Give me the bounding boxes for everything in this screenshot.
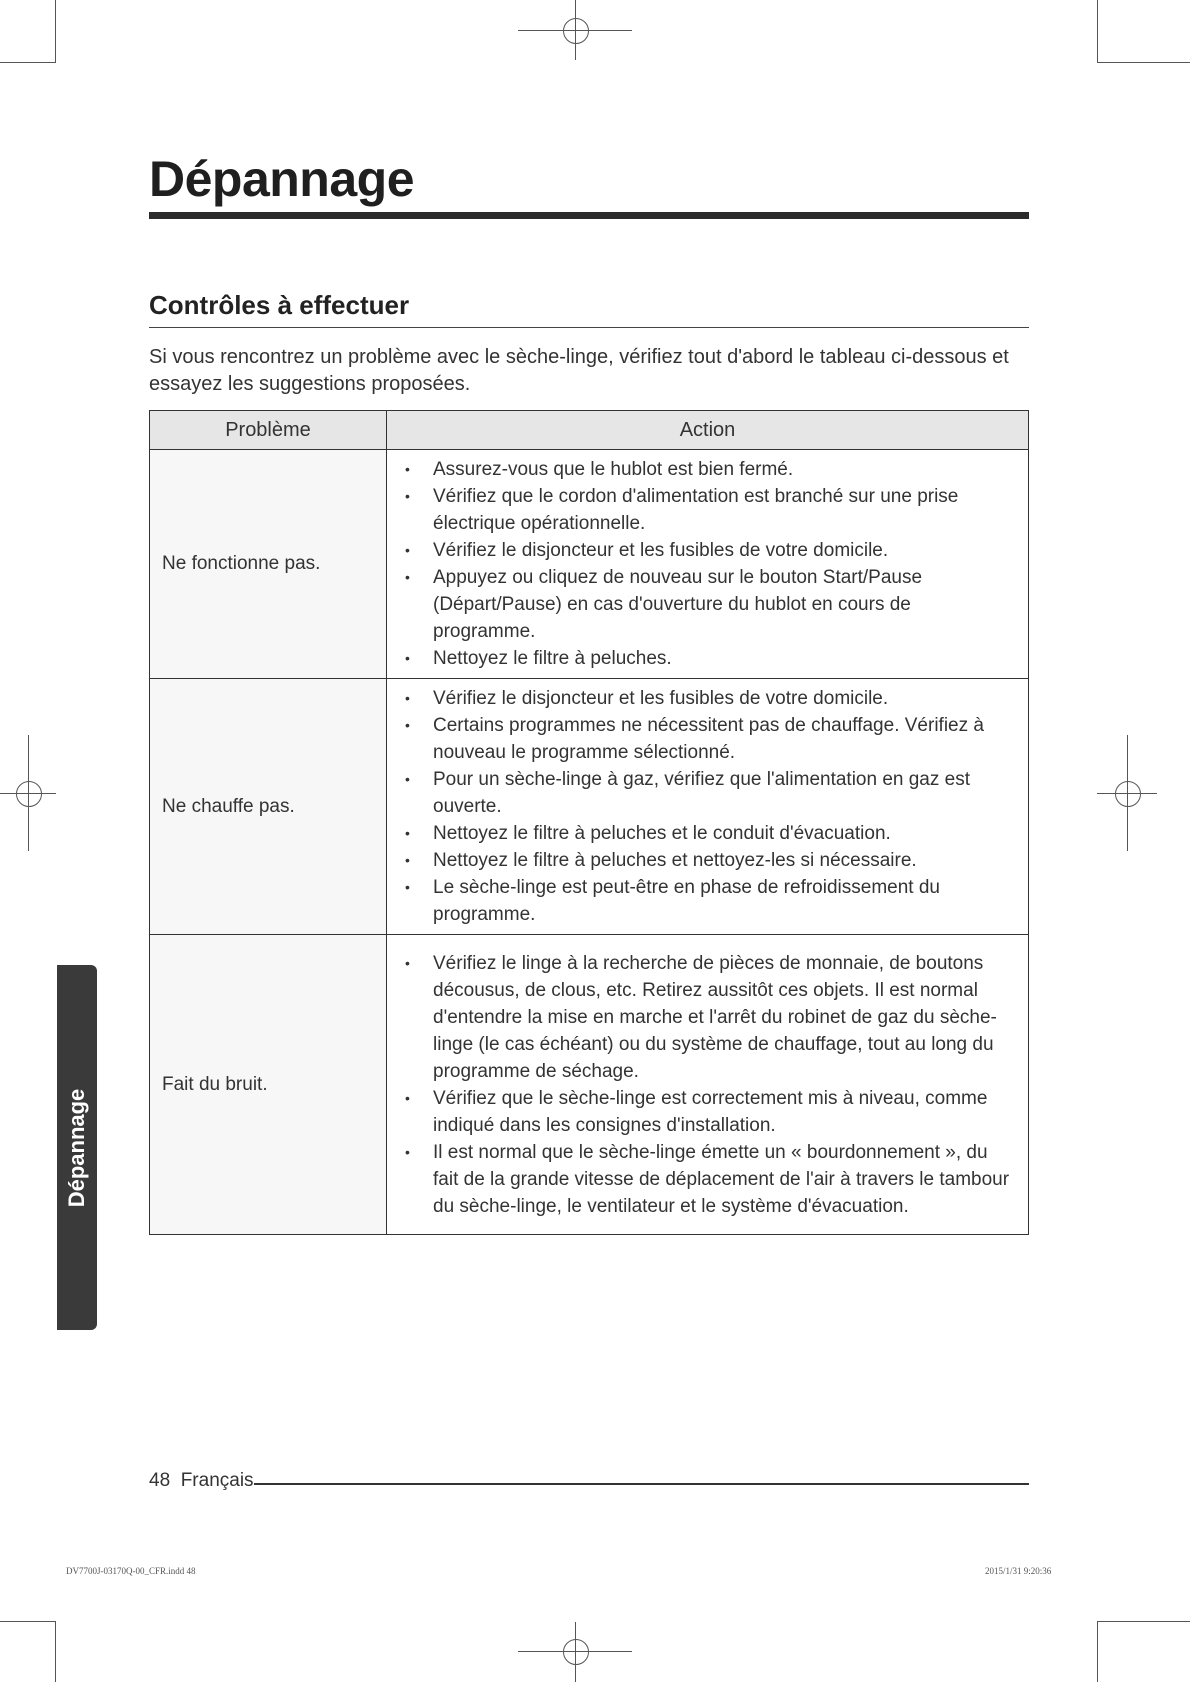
- action-item: • Vérifiez que le cordon d'alimentation est branché sur une prise électrique opérationnelle.: [401, 483, 1018, 537]
- action-item: • Il est normal que le sèche-linge émette un « bourdonnement », du fait de la grande vitesse de déplacement de l'air à travers le tambour du sèche-linge, le ventilateur et le système d'évacuation.: [401, 1139, 1018, 1220]
- table-row: [150, 935, 1029, 1235]
- action-item: • Nettoyez le filtre à peluches et le conduit d'évacuation.: [401, 820, 1018, 847]
- action-list: [401, 456, 1018, 672]
- action-item: • Nettoyez le filtre à peluches.: [401, 645, 1018, 672]
- print-file-info: DV7700J-03170Q-00_CFR.indd 48: [66, 1566, 196, 1576]
- page-title: Dépannage: [149, 151, 415, 207]
- footer-rule: [254, 1483, 1029, 1485]
- table-row: [150, 679, 1029, 935]
- footer-language: Français: [180, 1470, 254, 1491]
- action-item: • Pour un sèche-linge à gaz, vérifiez que l'alimentation en gaz est ouverte.: [401, 766, 1018, 820]
- action-cell: [387, 679, 1029, 935]
- action-list: [401, 685, 1018, 928]
- table-header-row: [150, 411, 1029, 450]
- problem-cell: Fait du bruit.: [150, 935, 387, 1235]
- action-list: [401, 950, 1018, 1220]
- action-cell: [387, 935, 1029, 1235]
- section-title: Contrôles à effectuer: [149, 290, 410, 320]
- table-row: [150, 450, 1029, 679]
- action-item: • Vérifiez le disjoncteur et les fusibles de votre domicile.: [401, 537, 1018, 564]
- section-divider: [149, 327, 1029, 328]
- action-item: • Vérifiez le linge à la recherche de pièces de monnaie, de boutons décousus, de clous, etc. Retirez aussitôt ces objets. Il est normal d'entendre la mise en marche et l'arrêt du robinet de gaz du sèche-linge (le cas échéant) ou du système de chauffage, tout au long du programme de séchage.: [401, 950, 1018, 1085]
- action-cell: [387, 450, 1029, 679]
- action-item: • Vérifiez le disjoncteur et les fusibles de votre domicile.: [401, 685, 1018, 712]
- chapter-side-tab: [57, 965, 97, 1330]
- action-item: • Vérifiez que le sèche-linge est correctement mis à niveau, comme indiqué dans les consignes d'installation.: [401, 1085, 1018, 1139]
- problem-cell: Ne fonctionne pas.: [150, 450, 387, 679]
- page-footer: [149, 1470, 254, 1492]
- problem-cell: Ne chauffe pas.: [150, 679, 387, 935]
- action-item: • Appuyez ou cliquez de nouveau sur le bouton Start/Pause (Départ/Pause) en cas d'ouverture du hublot en cours de programme.: [401, 564, 1018, 645]
- print-date-info: 2015/1/31 9:20:36: [985, 1566, 1052, 1576]
- troubleshooting-table: [149, 410, 1029, 1235]
- header-problem: Problème: [150, 411, 387, 450]
- action-item: • Certains programmes ne nécessitent pas de chauffage. Vérifiez à nouveau le programme sélectionné.: [401, 712, 1018, 766]
- action-item: • Le sèche-linge est peut-être en phase de refroidissement du programme.: [401, 874, 1018, 928]
- title-divider: [149, 212, 1029, 219]
- intro-text: Si vous rencontrez un problème avec le sèche-linge, vérifiez tout d'abord le tableau ci-dessous et essayez les suggestions proposées.: [149, 346, 1009, 395]
- page-number: 48: [149, 1470, 171, 1491]
- chapter-side-tab-label: Dépannage: [64, 1088, 89, 1207]
- header-action: Action: [387, 411, 1029, 450]
- action-item: • Nettoyez le filtre à peluches et nettoyez-les si nécessaire.: [401, 847, 1018, 874]
- action-item: • Assurez-vous que le hublot est bien fermé.: [401, 456, 1018, 483]
